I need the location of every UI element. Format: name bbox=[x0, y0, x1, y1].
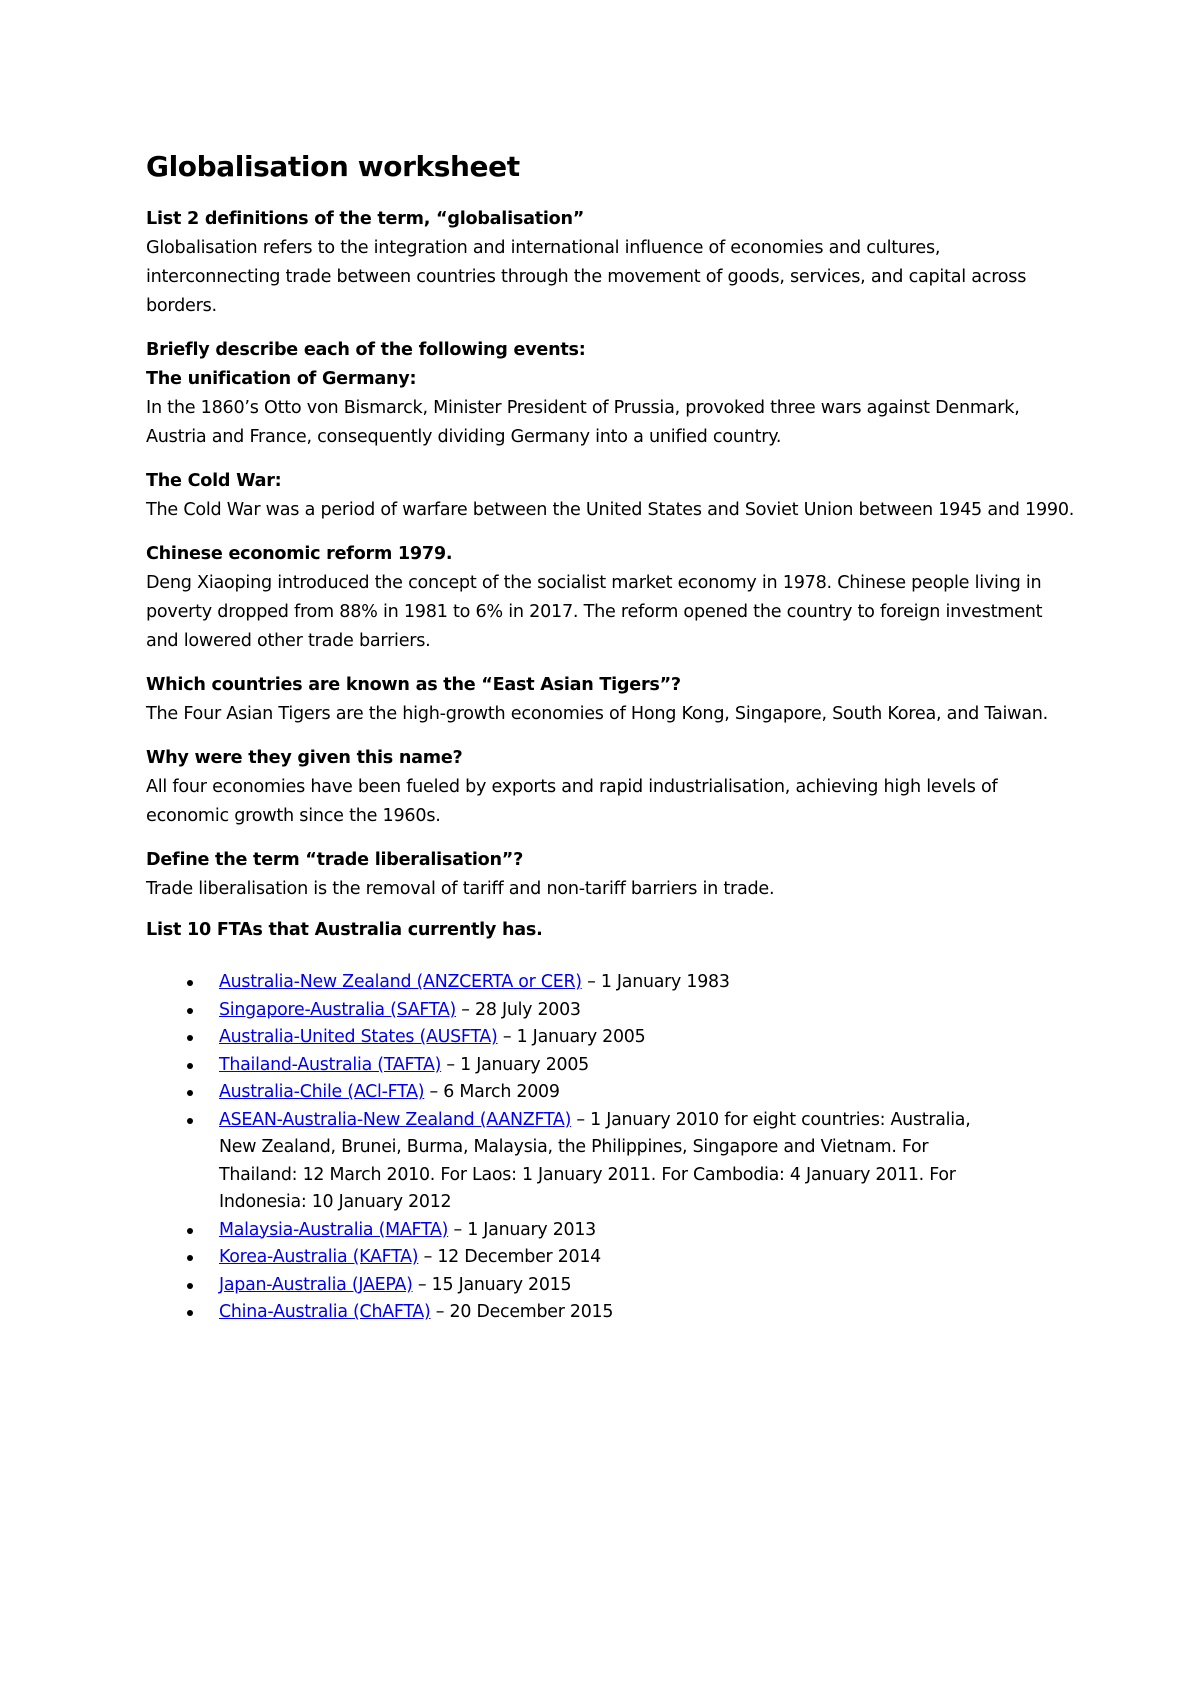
question-cold-war: The Cold War: bbox=[146, 471, 282, 491]
document-body bbox=[146, 148, 1076, 1327]
answer-tigers-name: All four economies have been fueled by exports and rapid industrialisation, achieving high levels of economic growth since the 1960s. bbox=[146, 777, 998, 826]
list-item bbox=[146, 1079, 1009, 1107]
fta-date: – 1 January 2005 bbox=[497, 1027, 646, 1047]
fta-date: – 20 December 2015 bbox=[430, 1302, 614, 1322]
fta-date: – 1 January 2005 bbox=[441, 1054, 589, 1075]
fta-list bbox=[146, 969, 1076, 1327]
question-tigers: Which countries are known as the “East Asian Tigers”? bbox=[146, 675, 681, 695]
answer-tigers: The Four Asian Tigers are the high-growth economies of Hong Kong, Singapore, South Korea, and Taiwan. bbox=[146, 704, 1049, 724]
bullet-icon bbox=[187, 1035, 193, 1041]
question-tigers-name: Why were they given this name? bbox=[146, 748, 463, 768]
fta-link[interactable]: Singapore-Australia (SAFTA) bbox=[219, 999, 457, 1020]
question-china: Chinese economic reform 1979. bbox=[146, 544, 453, 564]
events-intro: Briefly describe each of the following events: bbox=[146, 340, 586, 360]
fta-link[interactable]: Japan-Australia (JAEPA) bbox=[219, 1274, 413, 1295]
fta-link[interactable]: Thailand-Australia (TAFTA) bbox=[219, 1054, 442, 1075]
list-item bbox=[146, 1299, 1009, 1327]
answer-china: Deng Xiaoping introduced the concept of the socialist market economy in 1978. Chinese people living in poverty dropped from 88% in 1981 to 6% in 2017. The reform opened the country to foreign investment and lowered other trade barriers. bbox=[146, 573, 1043, 651]
fta-date: – 28 July 2003 bbox=[456, 999, 581, 1020]
bullet-icon bbox=[187, 1283, 193, 1289]
fta-date: – 15 January 2015 bbox=[412, 1274, 572, 1295]
fta-link[interactable]: Australia-Chile (ACl-FTA) bbox=[219, 1082, 425, 1102]
fta-link[interactable]: Australia-United States (AUSFTA) bbox=[219, 1027, 498, 1047]
fta-link[interactable]: Malaysia-Australia (MAFTA) bbox=[219, 1219, 449, 1240]
answer-definitions: Globalisation refers to the integration and international influence of economies and cultures, interconnecting trade between countries through the movement of goods, services, and capital across borders. bbox=[146, 238, 1027, 316]
bullet-icon bbox=[187, 1228, 193, 1234]
question-definitions: List 2 definitions of the term, “globalisation” bbox=[146, 209, 585, 229]
list-item bbox=[146, 1244, 1009, 1272]
question-trade-liberalisation: Define the term “trade liberalisation”? bbox=[146, 850, 524, 870]
bullet-icon bbox=[187, 1063, 193, 1069]
list-item bbox=[146, 1052, 1009, 1080]
bullet-icon bbox=[187, 1118, 193, 1124]
list-item bbox=[146, 969, 1009, 997]
page-title: Globalisation worksheet bbox=[146, 150, 520, 183]
list-item bbox=[146, 1024, 1009, 1052]
list-item bbox=[146, 1107, 1009, 1217]
list-item bbox=[146, 997, 1009, 1025]
fta-date: – 6 March 2009 bbox=[424, 1082, 560, 1102]
answer-cold-war: The Cold War was a period of warfare between the United States and Soviet Union between 1945 and 1990. bbox=[146, 500, 1075, 520]
fta-link[interactable]: Korea-Australia (KAFTA) bbox=[219, 1247, 419, 1267]
question-ftas: List 10 FTAs that Australia currently has. bbox=[146, 920, 543, 940]
fta-date: – 1 January 1983 bbox=[581, 972, 730, 992]
fta-link[interactable]: Australia-New Zealand (ANZCERTA or CER) bbox=[219, 972, 582, 992]
bullet-icon bbox=[187, 980, 193, 986]
fta-date: – 1 January 2013 bbox=[448, 1219, 596, 1240]
bullet-icon bbox=[187, 1310, 193, 1316]
answer-trade-liberalisation: Trade liberalisation is the removal of tariff and non-tariff barriers in trade. bbox=[146, 879, 775, 899]
fta-link[interactable]: ASEAN-Australia-New Zealand (AANZFTA) bbox=[219, 1109, 572, 1130]
fta-date: – 1 January 2010 for eight countries: Australia, New Zealand, Brunei, Burma, Malaysia, the Philippines, Singapore and Vietnam. For Thailand: 12 March 2010. For Laos: 1 January 2011. For Cambodia: 4 January 2011. For Indonesia: 10 January 2012 bbox=[219, 1109, 971, 1212]
fta-date: – 12 December 2014 bbox=[418, 1247, 601, 1267]
list-item bbox=[146, 1272, 1009, 1300]
bullet-icon bbox=[187, 1090, 193, 1096]
answer-germany: In the 1860’s Otto von Bismarck, Minister President of Prussia, provoked three wars against Denmark, Austria and France, consequently dividing Germany into a unified country. bbox=[146, 398, 1020, 447]
fta-link[interactable]: China-Australia (ChAFTA) bbox=[219, 1302, 431, 1322]
question-germany: The unification of Germany: bbox=[146, 369, 417, 389]
bullet-icon bbox=[187, 1008, 193, 1014]
bullet-icon bbox=[187, 1255, 193, 1261]
list-item bbox=[146, 1217, 1009, 1245]
